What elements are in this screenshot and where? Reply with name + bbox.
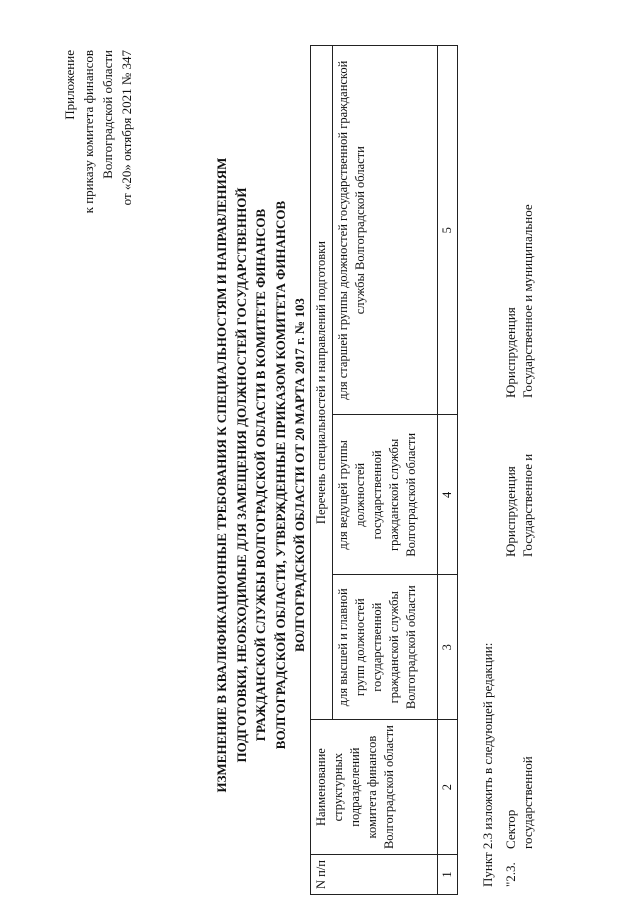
row-name-line: Сектор: [503, 809, 518, 849]
row-name-line: государственной: [520, 756, 535, 849]
appendix-line: от «20» октября 2021 № 347: [119, 50, 134, 206]
row-lead-line: Государственное и: [520, 453, 535, 557]
appendix-line: к приказу комитета финансов: [81, 50, 96, 214]
row-number: "2.3.: [503, 862, 518, 887]
col-number: 4: [438, 415, 458, 575]
appendix-line: Волгоградской области: [100, 50, 115, 179]
col-number: 1: [438, 855, 458, 895]
row-lead-line: Юриспруденция: [503, 466, 518, 557]
col-number: 3: [438, 575, 458, 720]
header-group: Перечень специальностей и направлений подготовки: [311, 46, 333, 720]
header-high: для высшей и главной групп должностей государственной гражданской службы Волгоградской области: [333, 575, 438, 720]
row-senior-cell: [502, 204, 536, 398]
requirements-table: [310, 45, 458, 895]
row-name: [502, 756, 536, 849]
document-title: ИЗМЕНЕНИЕ В КВАЛИФИКАЦИОННЫЕ ТРЕБОВАНИЯ К СПЕЦИАЛЬНОСТЯМ И НАПРАВЛЕНИЯМ ПОДГОТОВКИ, НЕОБХОДИМЫЕ ДЛЯ ЗАМЕЩЕНИЯ ДОЛЖНОСТЕЙ ГОСУДАРСТВЕННОЙ ГРАЖДАНСКОЙ СЛУЖБЫ ВОЛГОГРАДСКОЙ ОБЛАСТИ В КОМИТЕТЕ ФИНАНСОВ ВОЛГОГРАДСКОЙ ОБЛАСТИ, УТВЕРЖДЕННЫЕ ПРИКАЗОМ КОМИТЕТА ФИНАНСОВ ВОЛГОГРАДСКОЙ ОБЛАСТИ ОТ 20 МАРТА 2017 г. № 103: [214, 157, 307, 793]
header-name: Наименование структурных подразделений комитета финансов Волгоградской области: [311, 720, 438, 855]
appendix-block: [60, 50, 136, 350]
row-senior-line: Юриспруденция: [503, 307, 518, 398]
header-lead: для ведущей группы должностей государственной гражданской службы Волгоградской области: [333, 415, 438, 575]
amendment-note: Пункт 2.3 изложить в следующей редакции:: [480, 642, 495, 887]
col-number: 2: [438, 720, 458, 855]
row-senior-line: Государственное и муниципальное: [520, 204, 535, 398]
header-senior: для старшей группы должностей государственной гражданской службы Волгоградской области: [333, 46, 438, 415]
appendix-line: Приложение: [62, 50, 77, 120]
col-number: 5: [438, 46, 458, 415]
header-n: N п/п: [311, 855, 438, 895]
row-lead-cell: [502, 454, 536, 557]
